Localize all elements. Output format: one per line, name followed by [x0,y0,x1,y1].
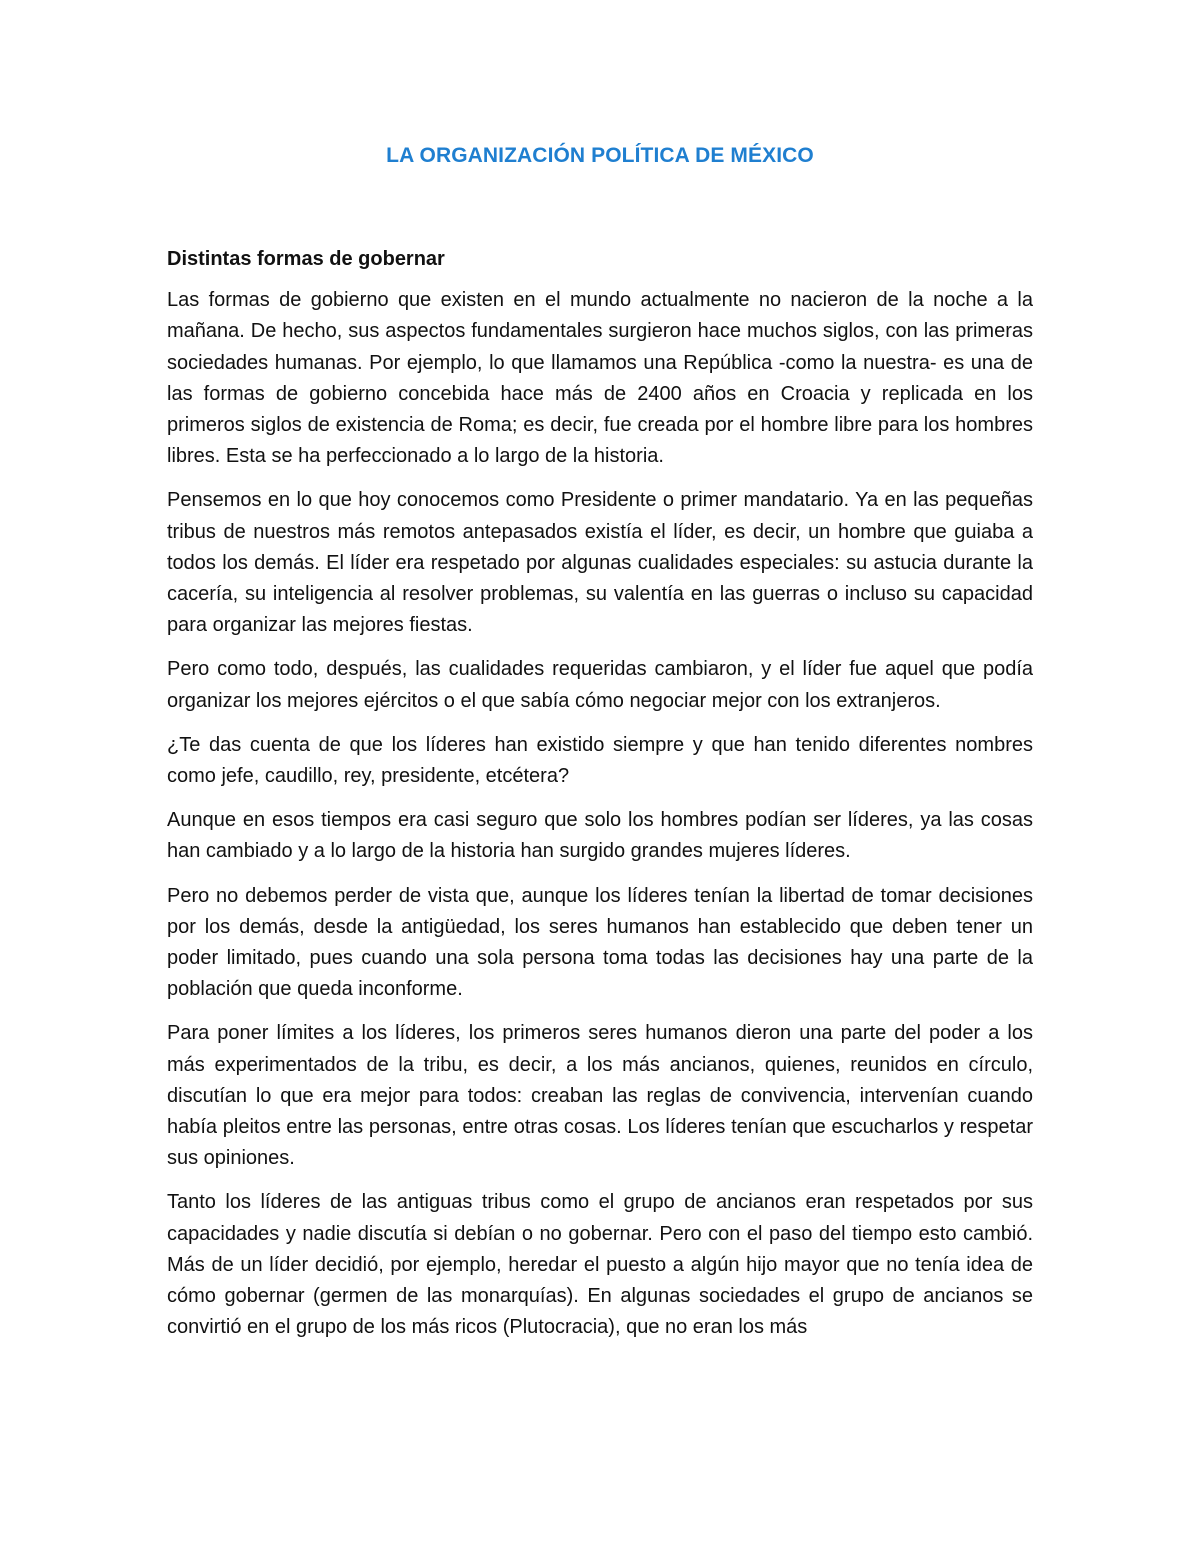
paragraph-1: Las formas de gobierno que existen en el mundo actualmente no nacieron de la noche a la mañana. De hecho, sus aspectos fundamentales surgieron hace muchos siglos, con las primeras sociedades humanas. Por ejemplo, lo que llamamos una República -como la nuestra- es una de las formas de gobierno concebida hace más de 2400 años en Croacia y replicada en los primeros siglos de existencia de Roma; es decir, fue creada por el hombre libre para los hombres libres. Esta se ha perfeccionado a lo largo de la historia. [167,289,1033,468]
paragraph-7: Para poner límites a los líderes, los primeros seres humanos dieron una parte del poder a los más experimentados de la tribu, es decir, a los más ancianos, quienes, reunidos en círculo, discutían lo que era mejor para todos: creaban las reglas de convivencia, intervenían cuando había pleitos entre las personas, entre otras cosas. Los líderes tenían que escucharlos y respetar sus opiniones. [167,1022,1033,1170]
paragraph-6: Pero no debemos perder de vista que, aunque los líderes tenían la libertad de tomar decisiones por los demás, desde la antigüedad, los seres humanos han establecido que deben tener un poder limitado, pues cuando una sola persona toma todas las decisiones hay una parte de la población que queda inconforme. [167,884,1033,1001]
paragraph-5: Aunque en esos tiempos era casi seguro que solo los hombres podían ser líderes, ya las cosas han cambiado y a lo largo de la historia han surgido grandes mujeres líderes. [167,809,1033,863]
paragraph-3: Pero como todo, después, las cualidades requeridas cambiaron, y el líder fue aquel que podía organizar los mejores ejércitos o el que sabía cómo negociar mejor con los extranjeros. [167,658,1033,712]
document-title: LA ORGANIZACIÓN POLÍTICA DE MÉXICO [386,144,814,167]
paragraph-4: ¿Te das cuenta de que los líderes han existido siempre y que han tenido diferentes nombres como jefe, caudillo, rey, presidente, etcétera? [167,733,1033,788]
paragraph-2: Pensemos en lo que hoy conocemos como Presidente o primer mandatario. Ya en las pequeñas tribus de nuestros más remotos antepasados existía el líder, es decir, un hombre que guiaba a todos los demás. El líder era respetado por algunas cualidades especiales: su astucia durante la cacería, su inteligencia al resolver problemas, su valentía en las guerras o incluso su capacidad para organizar las mejores fiestas. [167,489,1033,637]
section-heading: Distintas formas de gobernar [167,248,445,270]
paragraph-8: Tanto los líderes de las antiguas tribus como el grupo de ancianos eran respetados por sus capacidades y nadie discutía si debían o no gobernar. Pero con el paso del tiempo esto cambió. Más de un líder decidió, por ejemplo, heredar el puesto a algún hijo mayor que no tenía idea de cómo gobernar (germen de las monarquías). En algunas sociedades el grupo de ancianos se convirtió en el grupo de los más ricos (Plutocracia), que no eran los más [167,1191,1033,1339]
document-body [167,244,1033,1357]
